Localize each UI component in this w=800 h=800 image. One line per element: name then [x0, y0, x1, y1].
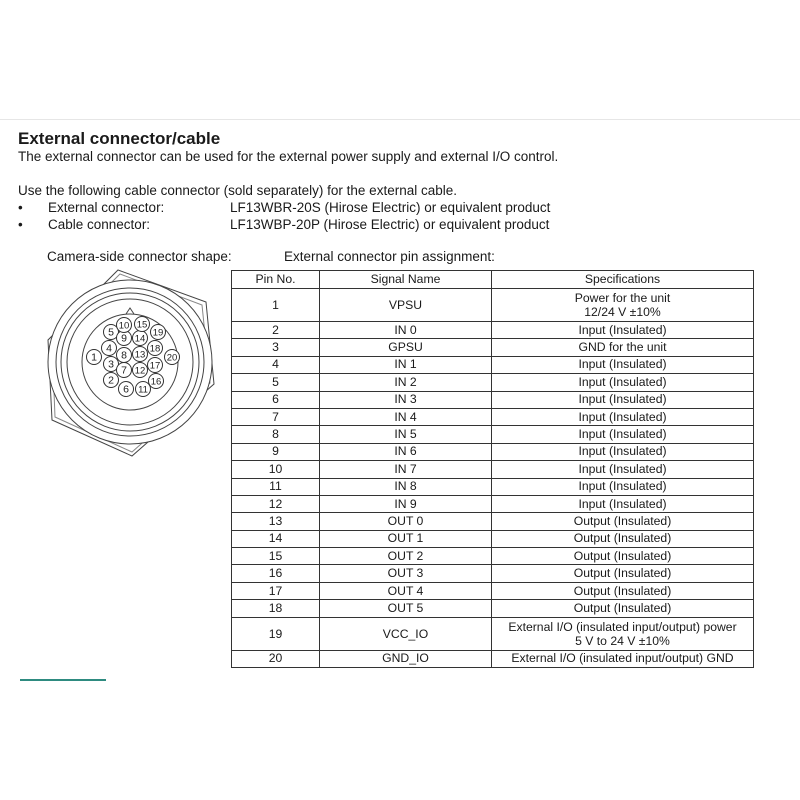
pin-number: 18: [149, 343, 161, 355]
pin-no-cell: 6: [232, 391, 320, 408]
pin-no-cell: 4: [232, 356, 320, 373]
table-header-row: [232, 271, 754, 289]
spec-cell: Output (Insulated): [492, 565, 754, 582]
pin-no-cell: 9: [232, 443, 320, 460]
signal-name-cell: IN 1: [320, 356, 492, 373]
connector-pin: [117, 318, 132, 333]
spec-cell: Output (Insulated): [492, 582, 754, 599]
spec-cell: Output (Insulated): [492, 548, 754, 565]
pin-number: 11: [138, 384, 148, 396]
pin-no-cell: 17: [232, 582, 320, 599]
table-row: [232, 617, 754, 650]
table-row: [232, 443, 754, 460]
spec-line: 12/24 V ±10%: [584, 305, 661, 319]
spec-cell: Input (Insulated): [492, 356, 754, 373]
spec-cell: Output (Insulated): [492, 530, 754, 547]
spec-line: 5 V to 24 V ±10%: [575, 633, 670, 648]
signal-name-cell: IN 0: [320, 322, 492, 339]
spec-cell: Input (Insulated): [492, 443, 754, 460]
pin-number: 12: [134, 365, 146, 377]
connector-outer-ring: [48, 280, 212, 444]
bullet-label: External connector:: [48, 200, 165, 215]
signal-name-cell: IN 8: [320, 478, 492, 495]
spec-cell: Input (Insulated): [492, 322, 754, 339]
pin-no-cell: 13: [232, 513, 320, 530]
pin-no-cell: 8: [232, 426, 320, 443]
pin-number: 2: [108, 374, 114, 387]
table-row: [232, 391, 754, 408]
pin-no-cell: 18: [232, 600, 320, 617]
pin-no-cell: 3: [232, 339, 320, 356]
table-row: [232, 478, 754, 495]
connector-pin: [87, 350, 102, 365]
pin-number: 17: [149, 360, 161, 372]
signal-name-cell: OUT 0: [320, 513, 492, 530]
connector-pin: [151, 325, 166, 340]
table-row: [232, 408, 754, 425]
pin-number: 6: [123, 383, 129, 396]
pin-number: 8: [121, 349, 127, 362]
spec-cell: Input (Insulated): [492, 495, 754, 512]
bullet-dot: •: [18, 217, 23, 232]
table-row: [232, 548, 754, 565]
spec-cell: Input (Insulated): [492, 478, 754, 495]
cable-usage-text: Use the following cable connector (sold separately) for the external cable.: [18, 183, 457, 198]
pin-no-cell: 7: [232, 408, 320, 425]
table-row: [232, 530, 754, 547]
pin-number: 15: [136, 319, 148, 331]
pin-number: 7: [121, 364, 127, 377]
connector-pin: [165, 350, 180, 365]
signal-name-cell: VCC_IO: [320, 617, 492, 650]
table-row: [232, 582, 754, 599]
signal-name-cell: IN 7: [320, 461, 492, 478]
pin-number: 10: [118, 320, 130, 332]
table-row: [232, 374, 754, 391]
signal-name-cell: IN 4: [320, 408, 492, 425]
pin-assignment-table: [231, 270, 754, 668]
signal-name-cell: OUT 5: [320, 600, 492, 617]
signal-name-cell: OUT 2: [320, 548, 492, 565]
signal-name-cell: IN 3: [320, 391, 492, 408]
header-signal-name: Signal Name: [320, 271, 492, 289]
bullet-value: LF13WBR-20S (Hirose Electric) or equivalent product: [230, 200, 551, 215]
pin-number: 13: [134, 349, 146, 361]
connector-pin: [135, 317, 150, 332]
table-row: [232, 339, 754, 356]
intro-text: The external connector can be used for the external power supply and external I/O control.: [18, 149, 559, 164]
pin-no-cell: 12: [232, 495, 320, 512]
signal-name-cell: IN 5: [320, 426, 492, 443]
spec-cell: External I/O (insulated input/output) GND: [492, 650, 754, 667]
spec-line: Power for the unit: [574, 291, 671, 305]
spec-cell: Input (Insulated): [492, 461, 754, 478]
pin-no-cell: 16: [232, 565, 320, 582]
connector-diagram: [44, 268, 220, 460]
signal-name-cell: OUT 3: [320, 565, 492, 582]
connector-pin: [117, 348, 132, 363]
signal-name-cell: IN 2: [320, 374, 492, 391]
camera-connector-label: Camera-side connector shape:: [47, 249, 232, 264]
table-row: [232, 565, 754, 582]
section-title: External connector/cable: [18, 129, 221, 148]
spec-cell: [492, 617, 754, 650]
signal-name-cell: OUT 4: [320, 582, 492, 599]
connector-pin: [148, 341, 163, 356]
connector-pin: [104, 373, 119, 388]
connector-pin: [133, 331, 148, 346]
pin-number: 4: [106, 342, 112, 355]
pin-number: 9: [121, 332, 127, 345]
connector-pin: [133, 363, 148, 378]
table-row: [232, 650, 754, 667]
pin-number: 20: [166, 352, 178, 364]
spec-cell: Input (Insulated): [492, 408, 754, 425]
table-row: [232, 513, 754, 530]
spec-cell: Input (Insulated): [492, 426, 754, 443]
pin-no-cell: 14: [232, 530, 320, 547]
header-specifications: Specifications: [492, 271, 754, 289]
pin-no-cell: 19: [232, 617, 320, 650]
bullet-value: LF13WBP-20P (Hirose Electric) or equivalent product: [230, 217, 550, 232]
table-row: [232, 495, 754, 512]
bullet-label: Cable connector:: [48, 217, 151, 232]
pin-number: 1: [91, 351, 97, 364]
table-row: [232, 322, 754, 339]
spec-cell: Input (Insulated): [492, 374, 754, 391]
signal-name-cell: GND_IO: [320, 650, 492, 667]
pin-no-cell: 2: [232, 322, 320, 339]
signal-name-cell: IN 6: [320, 443, 492, 460]
table-row: [232, 461, 754, 478]
spec-cell: Input (Insulated): [492, 391, 754, 408]
pin-assignment-label: External connector pin assignment:: [284, 249, 495, 264]
spec-cell: Output (Insulated): [492, 600, 754, 617]
pin-no-cell: 5: [232, 374, 320, 391]
pin-number: 3: [108, 358, 114, 371]
connector-pin: [148, 358, 163, 373]
connector-pin: [136, 382, 151, 397]
header-pin-no: Pin No.: [232, 271, 320, 289]
spec-cell: GND for the unit: [492, 339, 754, 356]
top-divider: [0, 119, 800, 120]
signal-name-cell: VPSU: [320, 289, 492, 322]
pin-number: 19: [152, 327, 164, 339]
link-underline: [20, 679, 106, 681]
connector-pin: [117, 363, 132, 378]
connector-pin: [119, 382, 134, 397]
pin-no-cell: 1: [232, 289, 320, 322]
connector-pin: [133, 347, 148, 362]
spec-cell: [492, 289, 754, 322]
table-row: [232, 356, 754, 373]
signal-name-cell: IN 9: [320, 495, 492, 512]
spec-cell: Output (Insulated): [492, 513, 754, 530]
signal-name-cell: GPSU: [320, 339, 492, 356]
connector-pin: [149, 374, 164, 389]
spec-line: External I/O (insulated input/output) power: [508, 619, 737, 634]
pin-no-cell: 20: [232, 650, 320, 667]
connector-pin: [102, 341, 117, 356]
pin-number: 16: [150, 376, 162, 388]
pin-number: 14: [134, 333, 146, 345]
pin-no-cell: 15: [232, 548, 320, 565]
pin-no-cell: 11: [232, 478, 320, 495]
table-row: [232, 426, 754, 443]
bullet-dot: •: [18, 200, 23, 215]
table-row: [232, 289, 754, 322]
signal-name-cell: OUT 1: [320, 530, 492, 547]
table-row: [232, 600, 754, 617]
pin-no-cell: 10: [232, 461, 320, 478]
pin-number: 5: [108, 326, 114, 339]
